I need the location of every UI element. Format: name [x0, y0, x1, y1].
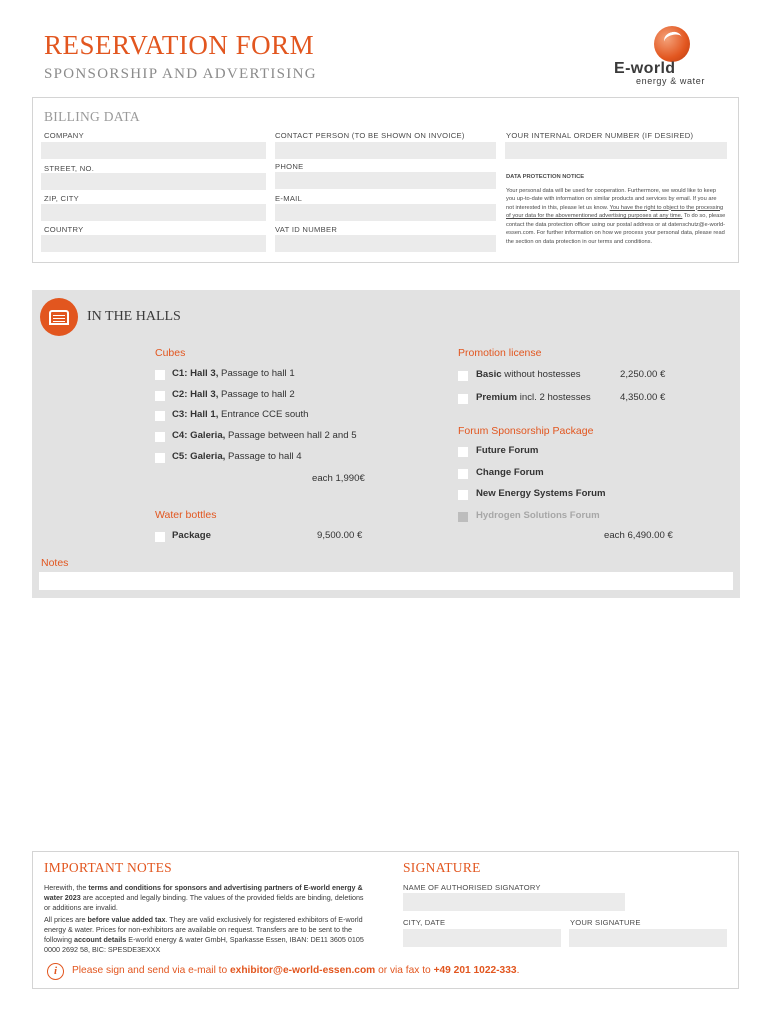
order-number-label: YOUR INTERNAL ORDER NUMBER (IF DESIRED) [506, 131, 694, 140]
forum-package-heading: Forum Sponsorship Package [458, 425, 594, 437]
phone-label: PHONE [275, 162, 304, 171]
halls-panel [32, 290, 740, 598]
info-icon: i [47, 963, 64, 980]
zip-city-label: ZIP, CITY [44, 194, 80, 203]
street-field[interactable] [41, 173, 266, 190]
forum-new-energy-label: New Energy Systems Forum [476, 488, 606, 499]
cube-c4-label: C4: Galeria, Passage between hall 2 and 5 [172, 430, 357, 441]
city-date-field[interactable] [403, 929, 561, 947]
promotion-premium-price: 4,350.00 € [620, 392, 666, 403]
signatory-name-field[interactable] [403, 893, 625, 911]
email-label: E-MAIL [275, 194, 303, 203]
cube-c4-checkbox[interactable] [155, 432, 165, 442]
water-package-checkbox[interactable] [155, 532, 165, 542]
cubes-heading: Cubes [155, 347, 186, 359]
cube-c1-checkbox[interactable] [155, 370, 165, 380]
vat-field[interactable] [275, 235, 496, 252]
cube-c5-checkbox[interactable] [155, 453, 165, 463]
signatory-name-label: NAME OF AUTHORISED SIGNATORY [403, 883, 541, 892]
forum-future-label: Future Forum [476, 445, 539, 456]
promotion-basic-checkbox[interactable] [458, 371, 468, 381]
send-instructions: Please sign and send via e-mail to exhibitor@e-world-essen.com or via fax to +49 201 1022-333. [72, 965, 520, 976]
promotion-premium-checkbox[interactable] [458, 394, 468, 404]
phone-field[interactable] [275, 172, 496, 189]
notes-field[interactable] [39, 572, 733, 590]
forum-hydrogen-checkbox-disabled [458, 512, 468, 522]
forum-future-checkbox[interactable] [458, 447, 468, 457]
hall-garage-icon [40, 298, 78, 336]
billing-heading: BILLING DATA [44, 109, 140, 124]
notice-text-1: Your personal data will be used for cooperation. Furthermore, we would like to keep you up-to-date with information on similar products and services by email. If you are not interested in this, please let us know. [506, 187, 717, 211]
forum-new-energy-checkbox[interactable] [458, 490, 468, 500]
forum-hydrogen-label: Hydrogen Solutions Forum [476, 510, 600, 521]
data-protection-notice [506, 173, 726, 246]
contact-label: CONTACT PERSON (TO BE SHOWN ON INVOICE) [275, 131, 465, 140]
promotion-premium-label: Premium incl. 2 hostesses [476, 392, 591, 403]
logo-wordmark: E-world [614, 60, 676, 77]
cube-c3-label: C3: Hall 1, Entrance CCE south [172, 409, 309, 420]
halls-heading: IN THE HALLS [87, 309, 181, 324]
contact-field[interactable] [275, 142, 496, 159]
country-field[interactable] [41, 235, 266, 252]
water-package-price: 9,500.00 € [317, 530, 363, 541]
forum-change-label: Change Forum [476, 467, 544, 478]
cube-c3-checkbox[interactable] [155, 411, 165, 421]
country-label: COUNTRY [44, 225, 84, 234]
cube-c5-label: C5: Galeria, Passage to hall 4 [172, 451, 302, 462]
eworld-logo [598, 26, 732, 88]
vat-label: VAT ID NUMBER [275, 225, 338, 234]
cube-c2-checkbox[interactable] [155, 391, 165, 401]
notes-label: Notes [41, 557, 69, 569]
logo-tagline: energy & water [636, 76, 705, 86]
promotion-heading: Promotion license [458, 347, 542, 359]
company-field[interactable] [41, 142, 266, 159]
company-label: COMPANY [44, 131, 84, 140]
forum-price: each 6,490.00 € [604, 530, 673, 541]
promotion-basic-label: Basic without hostesses [476, 369, 581, 380]
street-label: STREET, NO. [44, 164, 95, 173]
email-field[interactable] [275, 204, 496, 221]
cubes-price: each 1,990€ [312, 473, 365, 484]
your-signature-field[interactable] [569, 929, 727, 947]
forum-change-checkbox[interactable] [458, 469, 468, 479]
logo-globe-icon [654, 26, 690, 62]
cube-c1-label: C1: Hall 3, Passage to hall 1 [172, 368, 295, 379]
important-notes-heading: IMPORTANT NOTES [44, 860, 172, 875]
form-subtitle: SPONSORSHIP AND ADVERTISING [44, 66, 317, 82]
signature-heading: SIGNATURE [403, 860, 481, 875]
city-date-label: CITY, DATE [403, 918, 446, 927]
form-title: RESERVATION FORM [44, 30, 315, 60]
important-notes-paragraph-2: All prices are before value added tax. They are valid exclusively for registered exhibitors of E-world energy & water. Prices for non-exhibitors are available on request. Transfers are to be sent to the following account details E-world energy & water GmbH, Sparkasse Essen, IBAN: DE11 3605 0105 0000 2692 58, BIC: SPESDE3EXXX [44, 915, 364, 954]
water-bottles-heading: Water bottles [155, 509, 217, 521]
cube-c2-label: C2: Hall 3, Passage to hall 2 [172, 389, 295, 400]
order-number-field[interactable] [505, 142, 727, 159]
submission-email-link[interactable]: exhibitor@e-world-essen.com [230, 965, 376, 976]
promotion-basic-price: 2,250.00 € [620, 369, 666, 380]
water-package-label: Package [172, 530, 211, 541]
fax-number: +49 201 1022-333 [433, 965, 517, 976]
notice-objection-link[interactable]: You have the right to object to the processing of your data for the abovementioned advertising purposes at any time. [506, 204, 724, 219]
notice-title: DATA PROTECTION NOTICE [506, 174, 585, 180]
your-signature-label: YOUR SIGNATURE [570, 918, 641, 927]
important-notes-paragraph-1: Herewith, the terms and conditions for sponsors and advertising partners of E-world energy & water 2023 are accepted and legally binding. The values of the provided fields are binding, deletions or additions are invalid. [44, 883, 364, 912]
zip-city-field[interactable] [41, 204, 266, 221]
notice-text-2: To do so, please contact the data protection officer using our postal address or at datenschutz@e-world-essen.com. For further information on how we process your personal data, please read the section on data protection in our terms and conditions. [506, 213, 726, 245]
